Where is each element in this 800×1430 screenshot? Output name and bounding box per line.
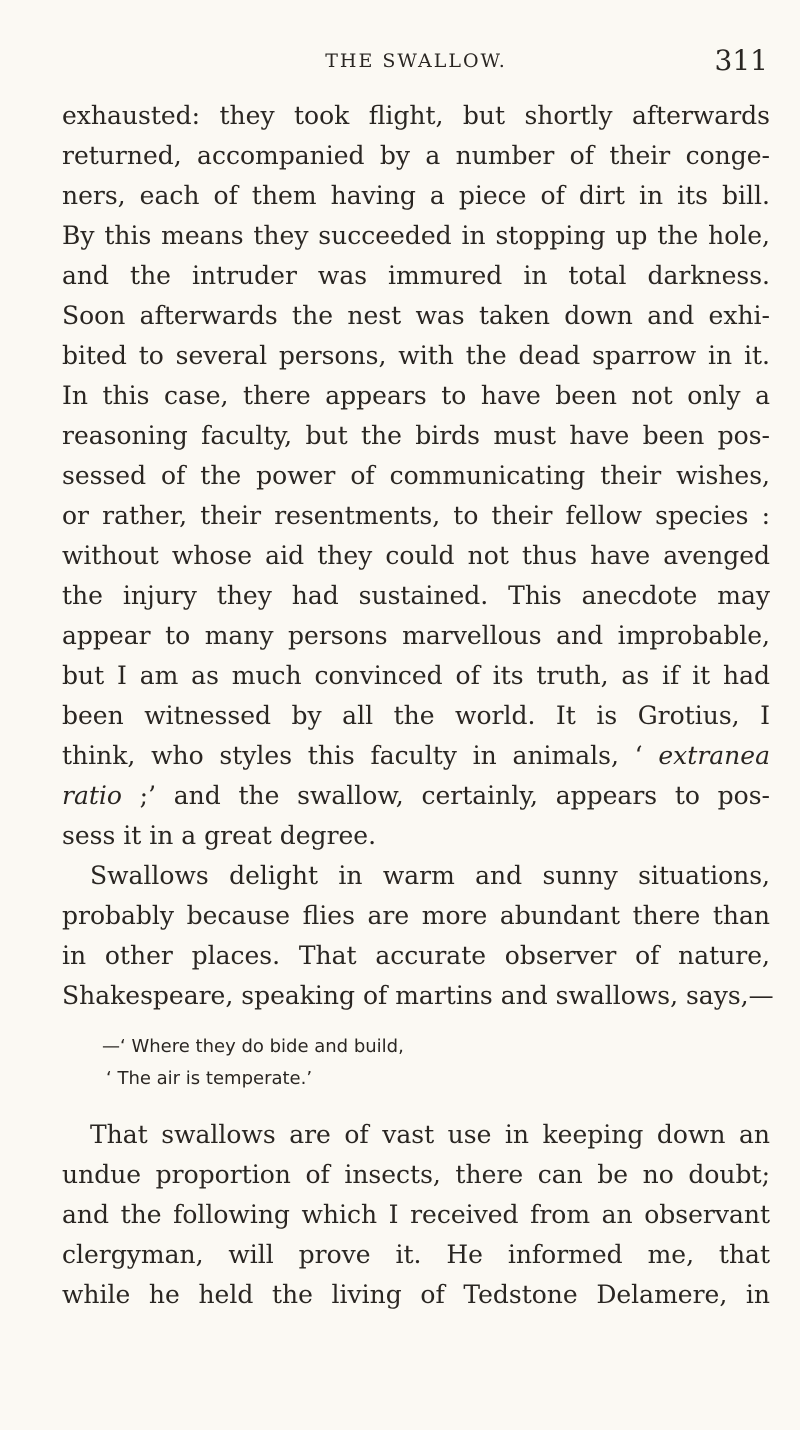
text-line: think, who styles this faculty in animals, ‘ extranea (62, 741, 770, 770)
text-line: ratio ;’ and the swallow, certainly, appears to pos- (62, 781, 770, 810)
text-line: reasoning faculty, but the birds must have been pos- (62, 421, 770, 450)
text-line: ners, each of them having a piece of dirt in its bill. (62, 181, 770, 210)
quote-line: ‘ The air is temperate.’ (106, 1068, 313, 1089)
page-header (62, 44, 770, 80)
running-title: THE SWALLOW. (325, 50, 507, 72)
text-line: but I am as much convinced of its truth, as if it had (62, 661, 770, 690)
text-line: bited to several persons, with the dead sparrow in it. (62, 341, 770, 370)
text-line: By this means they succeeded in stopping up the hole, (62, 221, 770, 250)
text-line: and the intruder was immured in total darkness. (62, 261, 770, 290)
text-line: Soon afterwards the nest was taken down and exhi- (62, 301, 770, 330)
text-line: or rather, their resentments, to their fellow species : (62, 501, 770, 530)
text-line: been witnessed by all the world. It is Grotius, I (62, 701, 770, 730)
text-line: clergyman, will prove it. He informed me, that (62, 1240, 770, 1269)
quote-line: —‘ Where they do bide and build, (102, 1036, 404, 1057)
text-line: undue proportion of insects, there can be no doubt; (62, 1160, 770, 1189)
text-line: and the following which I received from an observant (62, 1200, 770, 1229)
page-number: 311 (714, 44, 768, 77)
text-line: the injury they had sustained. This anecdote may (62, 581, 770, 610)
text-line: That swallows are of vast use in keeping down an (90, 1120, 770, 1149)
text-line: without whose aid they could not thus have avenged (62, 541, 770, 570)
paragraph-2 (62, 856, 774, 1016)
paragraph-1 (62, 96, 770, 856)
text-line: returned, accompanied by a number of their conge- (62, 141, 770, 170)
text-line: Swallows delight in warm and sunny situations, (90, 861, 770, 890)
text-line: in other places. That accurate observer of nature, (62, 941, 770, 970)
text-line: sess it in a great degree. (62, 821, 377, 850)
shakespeare-quote (62, 1031, 770, 1095)
text-line: exhausted: they took flight, but shortly afterwards (62, 101, 770, 130)
text-line: In this case, there appears to have been not only a (62, 381, 770, 410)
text-line: sessed of the power of communicating their wishes, (62, 461, 770, 490)
text-line: Shakespeare, speaking of martins and swallows, says,— (62, 981, 774, 1010)
text-line: while he held the living of Tedstone Delamere, in (62, 1280, 770, 1309)
text-line: probably because flies are more abundant there than (62, 901, 770, 930)
text-line: appear to many persons marvellous and improbable, (62, 621, 770, 650)
paragraph-3 (62, 1115, 770, 1315)
